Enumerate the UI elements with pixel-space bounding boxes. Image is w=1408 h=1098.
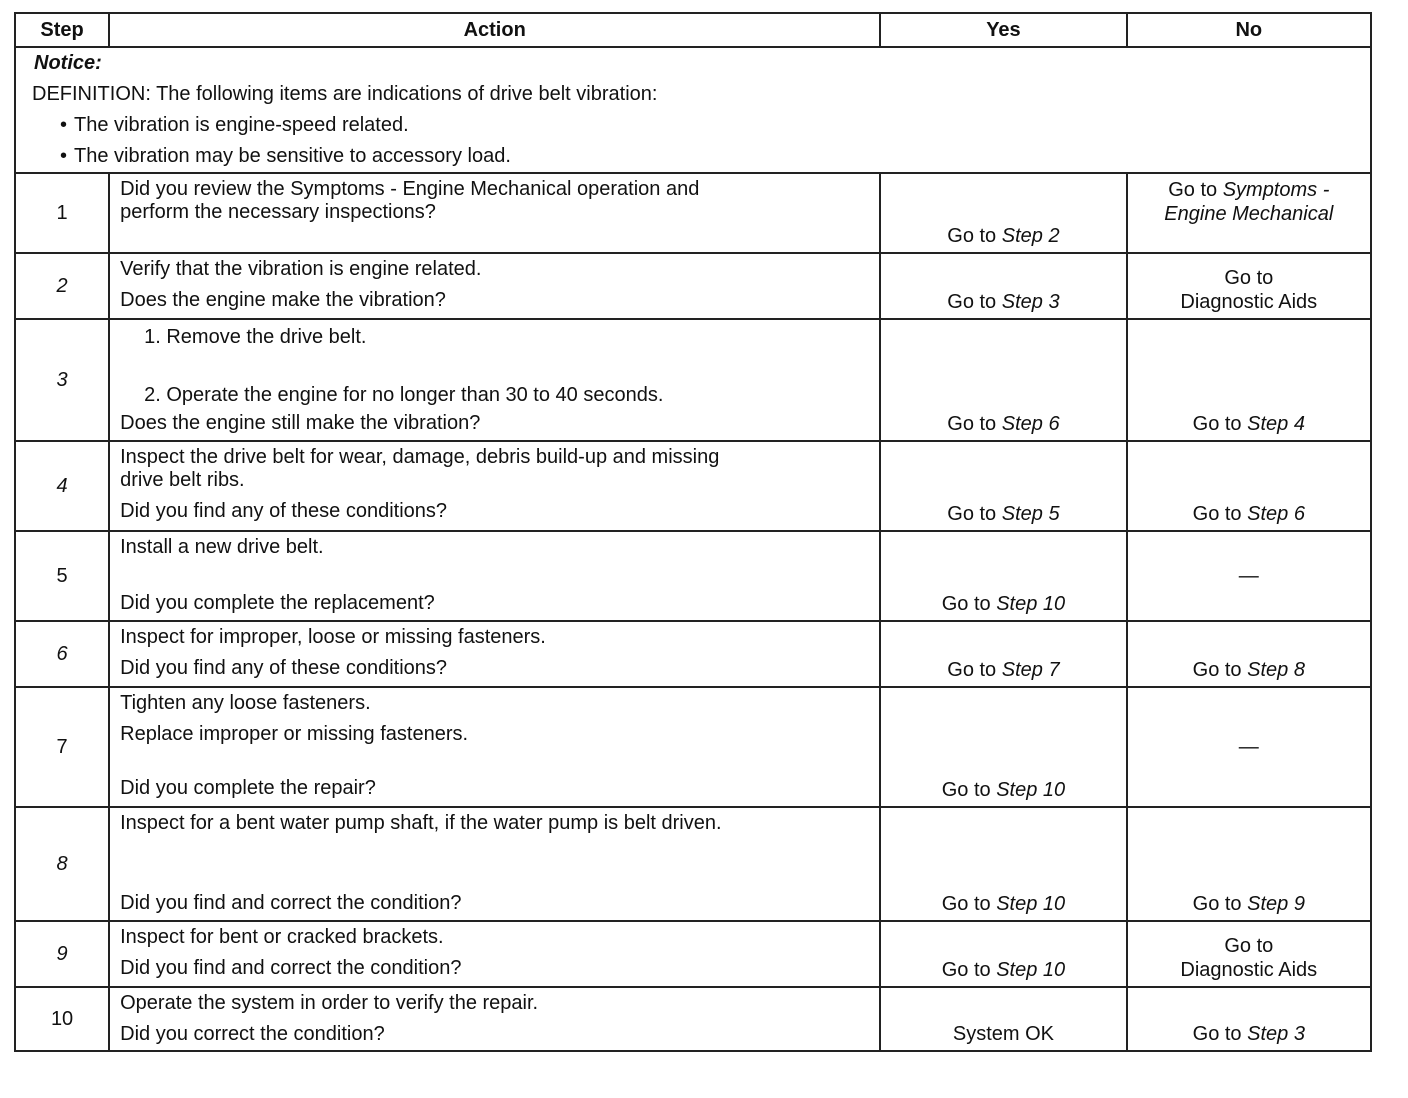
step-number: 10: [15, 987, 109, 1051]
step-number: 5: [15, 531, 109, 621]
notice-definition: DEFINITION: The following items are indications of drive belt vibration:: [32, 83, 658, 105]
step-number: 9: [15, 921, 109, 987]
step-number: 4: [15, 441, 109, 531]
action-question: Did you complete the repair?: [120, 777, 376, 799]
action-cell: [109, 531, 880, 621]
yes-cell: [880, 687, 1126, 807]
step-number: 2: [15, 253, 109, 319]
no-cell: [1127, 987, 1371, 1051]
yes-cell: [880, 441, 1126, 531]
no-cell: [1127, 441, 1371, 531]
no-cell: [1127, 807, 1371, 921]
yes-cell: [880, 921, 1126, 987]
yes-answer: Go to Step 10: [941, 893, 1066, 915]
action-cell: [109, 441, 880, 531]
action-text: Did you review the Symptoms - Engine Mechanical operation and: [120, 178, 700, 200]
notice-row: [15, 47, 1371, 173]
no-answer: Go to Step 9: [1192, 893, 1305, 915]
no-answer: Go to Diagnostic Aids: [1180, 267, 1318, 313]
table-row: [15, 531, 1371, 621]
yes-cell: [880, 253, 1126, 319]
diagnostic-table: [14, 12, 1372, 1052]
yes-answer: Go to Step 10: [941, 779, 1066, 801]
action-cell: [109, 319, 880, 441]
no-answer-dash: —: [1238, 736, 1259, 758]
notice-bullet: • The vibration may be sensitive to accessory load.: [60, 145, 511, 167]
action-question: Did you find and correct the condition?: [120, 892, 462, 914]
action-text: drive belt ribs.: [120, 469, 245, 491]
no-answer-dash: —: [1238, 565, 1259, 587]
header-row: [15, 13, 1371, 47]
yes-answer: Go to Step 5: [947, 503, 1060, 525]
yes-answer: Go to Step 3: [947, 291, 1060, 313]
yes-cell: [880, 807, 1126, 921]
yes-answer: Go to Step 10: [941, 959, 1066, 981]
action-cell: [109, 987, 880, 1051]
action-question: Did you correct the condition?: [120, 1023, 385, 1045]
action-text: perform the necessary inspections?: [120, 201, 436, 223]
step-number: 3: [15, 319, 109, 441]
header-no: No: [1127, 13, 1371, 47]
no-cell: [1127, 173, 1371, 253]
table-row: [15, 173, 1371, 253]
step-number: 8: [15, 807, 109, 921]
yes-cell: [880, 621, 1126, 687]
header-action: Action: [109, 13, 880, 47]
table-row: [15, 807, 1371, 921]
action-question: Does the engine still make the vibration?: [120, 412, 481, 434]
action-cell: [109, 687, 880, 807]
no-cell: [1127, 921, 1371, 987]
action-question: Did you find any of these conditions?: [120, 657, 447, 679]
no-answer: Go to Step 8: [1192, 659, 1305, 681]
action-cell: [109, 921, 880, 987]
header-step: Step: [15, 13, 109, 47]
yes-answer: System OK: [952, 1023, 1054, 1045]
no-cell: [1127, 531, 1371, 621]
no-cell: [1127, 319, 1371, 441]
no-answer: Go to Diagnostic Aids: [1180, 935, 1318, 981]
yes-answer: Go to Step 2: [947, 225, 1060, 247]
table-row: [15, 441, 1371, 531]
table-row: [15, 319, 1371, 441]
table-row: [15, 687, 1371, 807]
no-cell: [1127, 687, 1371, 807]
notice-title: Notice:: [34, 52, 102, 74]
action-text: Inspect the drive belt for wear, damage, debris build-up and missing: [120, 446, 720, 468]
action-text: Inspect for improper, loose or missing fasteners.: [120, 626, 546, 648]
action-substep: 2. Operate the engine for no longer than 30 to 40 seconds.: [144, 384, 664, 406]
yes-answer: Go to Step 10: [941, 593, 1066, 615]
yes-cell: [880, 987, 1126, 1051]
notice-bullet: • The vibration is engine-speed related.: [60, 114, 409, 136]
table-row: [15, 921, 1371, 987]
action-cell: [109, 807, 880, 921]
action-text: Replace improper or missing fasteners.: [120, 723, 469, 745]
action-question: Did you find any of these conditions?: [120, 500, 447, 522]
diagnostic-table-sheet: [14, 12, 1372, 1052]
header-yes: Yes: [880, 13, 1126, 47]
action-substep: 1. Remove the drive belt.: [144, 326, 367, 348]
yes-answer: Go to Step 7: [947, 659, 1060, 681]
action-text: Operate the system in order to verify the repair.: [120, 992, 539, 1014]
step-number: 1: [15, 173, 109, 253]
table-row: [15, 621, 1371, 687]
no-answer: Go to Step 3: [1192, 1023, 1305, 1045]
action-question: Did you find and correct the condition?: [120, 957, 462, 979]
action-text: Install a new drive belt.: [120, 536, 324, 558]
action-cell: [109, 253, 880, 319]
no-answer: Go to Step 6: [1192, 503, 1305, 525]
table-row: [15, 987, 1371, 1051]
yes-cell: [880, 319, 1126, 441]
no-cell: [1127, 621, 1371, 687]
table-row: [15, 253, 1371, 319]
action-text: Does the engine make the vibration?: [120, 289, 446, 311]
yes-answer: Go to Step 6: [947, 413, 1060, 435]
step-number: 7: [15, 687, 109, 807]
no-cell: [1127, 253, 1371, 319]
action-text: Tighten any loose fasteners.: [120, 692, 371, 714]
action-text: Inspect for bent or cracked brackets.: [120, 926, 444, 948]
action-cell: [109, 173, 880, 253]
no-answer: Go to Symptoms - Engine Mechanical: [1164, 179, 1334, 225]
action-question: Did you complete the replacement?: [120, 592, 435, 614]
yes-cell: [880, 531, 1126, 621]
step-number: 6: [15, 621, 109, 687]
no-answer: Go to Step 4: [1192, 413, 1305, 435]
yes-cell: [880, 173, 1126, 253]
action-text: Inspect for a bent water pump shaft, if the water pump is belt driven.: [120, 812, 722, 834]
action-cell: [109, 621, 880, 687]
notice-cell: [15, 47, 1371, 173]
action-text: Verify that the vibration is engine related.: [120, 258, 482, 280]
